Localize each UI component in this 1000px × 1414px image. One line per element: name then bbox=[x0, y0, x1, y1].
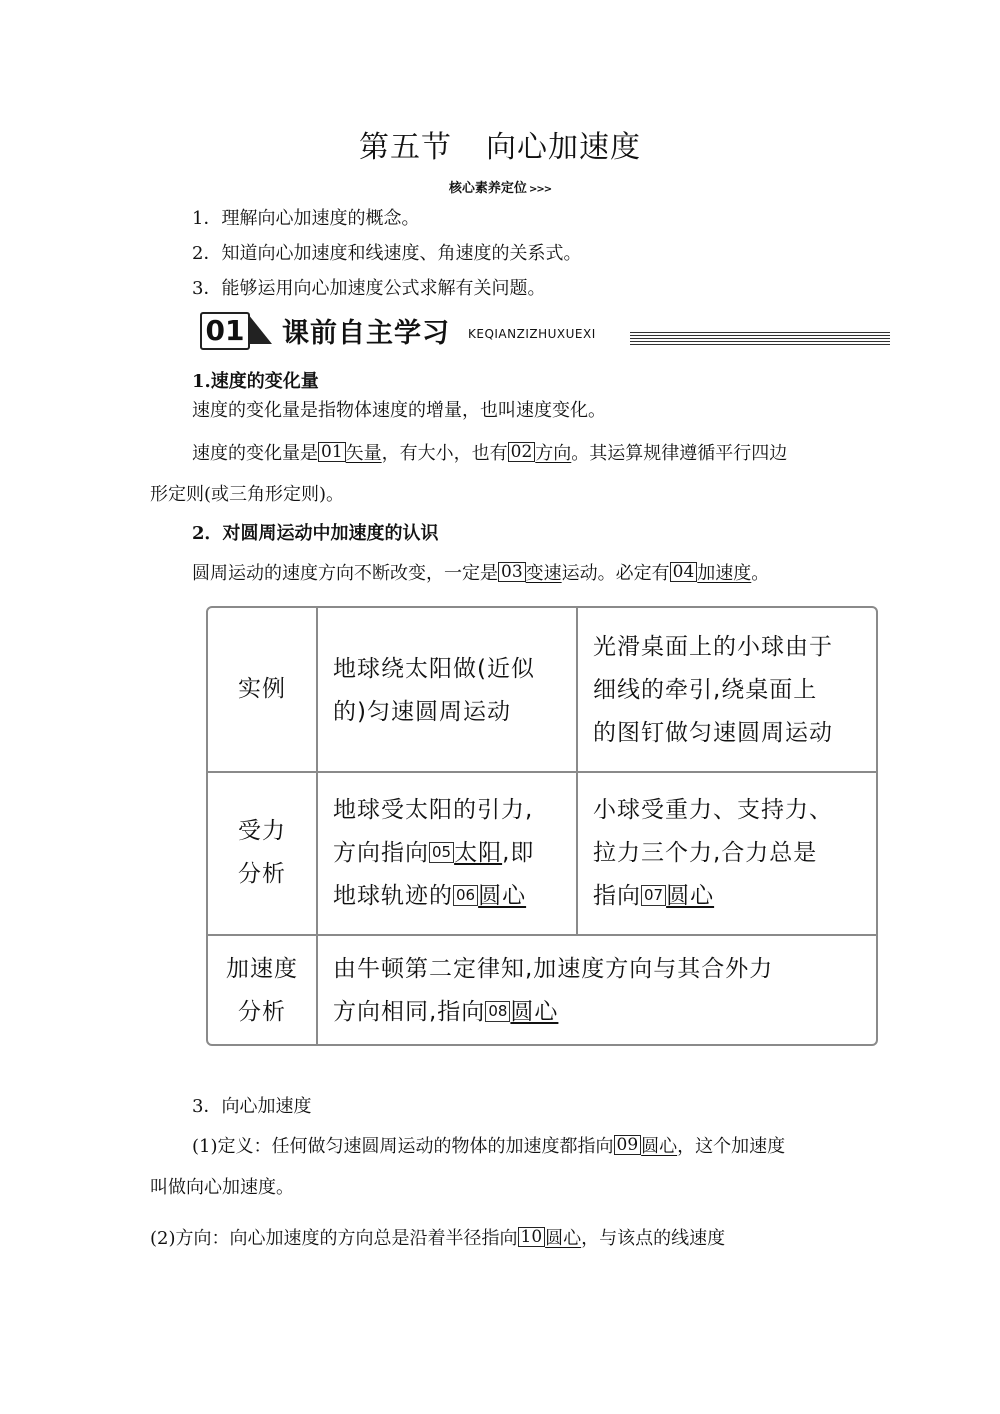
answer-blank bbox=[614, 1136, 678, 1157]
row-header-acceleration bbox=[208, 948, 316, 1034]
text-run: (2)方向：向心加速度的方向总是沿着半径指向 bbox=[150, 1228, 518, 1249]
answer-text: 太阳 bbox=[454, 840, 503, 866]
blank-number-box: 09 bbox=[614, 1135, 642, 1155]
cell-text: 实例 bbox=[238, 676, 286, 702]
paragraph bbox=[192, 562, 769, 585]
goal-item: 1．理解向心加速度的概念。 bbox=[192, 208, 420, 229]
answer-text: 方向 bbox=[535, 443, 572, 464]
cell-line bbox=[333, 832, 534, 875]
blank-number-box: 01 bbox=[318, 442, 346, 462]
blank-number-box: 02 bbox=[508, 442, 536, 462]
answer-blank bbox=[670, 563, 752, 584]
table-cell bbox=[333, 648, 535, 734]
row-header-example bbox=[208, 668, 316, 711]
cell-line: 光滑桌面上的小球由于 bbox=[593, 634, 833, 660]
paragraph bbox=[192, 1135, 785, 1158]
blank-number-box: 05 bbox=[429, 842, 454, 863]
goal-item: 3．能够运用向心加速度公式求解有关问题。 bbox=[192, 278, 546, 299]
cell-line: 细线的牵引,绕桌面上 bbox=[593, 677, 818, 703]
paragraph: 形定则(或三角形定则)。 bbox=[150, 484, 345, 505]
table-divider bbox=[208, 771, 876, 773]
section-title: 课前自主学习 bbox=[282, 318, 450, 349]
paragraph: 叫做向心加速度。 bbox=[150, 1177, 294, 1198]
table-cell bbox=[593, 626, 833, 755]
answer-text: 圆心 bbox=[666, 883, 715, 909]
answer-blank bbox=[429, 840, 502, 866]
cell-line: 分析 bbox=[238, 999, 286, 1025]
text-run: 运动。必定有 bbox=[561, 563, 670, 584]
cell-line: 小球受重力、支持力、 bbox=[593, 797, 833, 823]
text-run: 圆周运动的速度方向不断改变，一定是 bbox=[192, 563, 498, 584]
answer-text: 矢量 bbox=[345, 443, 382, 464]
cell-line: 的)匀速圆周运动 bbox=[333, 699, 511, 725]
answer-text: 圆心 bbox=[510, 999, 559, 1025]
decorative-lines bbox=[630, 332, 890, 346]
blank-number-box: 07 bbox=[641, 885, 666, 906]
heading-velocity-change bbox=[192, 367, 319, 393]
text-run: ，与该点的线速度 bbox=[581, 1228, 726, 1249]
blank-number-box: 03 bbox=[498, 562, 526, 582]
core-competency-label bbox=[0, 177, 1000, 196]
answer-blank bbox=[318, 443, 382, 464]
cell-line: 由牛顿第二定律知,加速度方向与其合外力 bbox=[333, 956, 774, 982]
answer-text: 加速度 bbox=[697, 563, 752, 584]
goal-item: 2．知道向心加速度和线速度、角速度的关系式。 bbox=[192, 243, 582, 264]
blank-number-box: 06 bbox=[453, 885, 478, 906]
heading-circular-acceleration: 2．对圆周运动中加速度的认识 bbox=[192, 523, 439, 544]
paragraph bbox=[150, 1227, 725, 1250]
text-run: 。 bbox=[751, 563, 770, 584]
text-run: (1)定义：任何做匀速圆周运动的物体的加速度都指向 bbox=[192, 1136, 614, 1157]
title-section: 第五节 bbox=[359, 130, 452, 165]
text-run: 速度的变化量是 bbox=[192, 443, 318, 464]
cell-line bbox=[333, 875, 534, 918]
answer-text: 圆心 bbox=[478, 883, 527, 909]
cell-line: 加速度 bbox=[226, 956, 298, 982]
paragraph: 速度的变化量是指物体速度的增量，也叫速度变化。 bbox=[192, 400, 606, 421]
table-cell bbox=[333, 948, 773, 1034]
heading-centripetal-acceleration: 3．向心加速度 bbox=[192, 1096, 312, 1117]
text-run: 。其运算规律遵循平行四边 bbox=[571, 443, 788, 464]
triangle-icon bbox=[248, 314, 272, 344]
core-label-text: 核心素养定位 bbox=[448, 181, 527, 196]
blank-number-box: 08 bbox=[485, 1001, 510, 1022]
blank-number-box: 04 bbox=[670, 562, 698, 582]
cell-line: 地球绕太阳做(近似 bbox=[333, 656, 535, 682]
answer-blank bbox=[518, 1228, 582, 1249]
cell-line: 的图钉做匀速圆周运动 bbox=[593, 720, 833, 746]
table-cell bbox=[593, 789, 833, 918]
text-run: ，这个加速度 bbox=[677, 1136, 786, 1157]
section-number: 01 bbox=[200, 312, 250, 350]
answer-blank bbox=[508, 443, 572, 464]
row-header-force bbox=[208, 810, 316, 896]
cell-line: 地球受太阳的引力, bbox=[333, 797, 534, 823]
text-run: 地球轨迹的 bbox=[333, 883, 453, 909]
answer-blank bbox=[498, 563, 562, 584]
cell-line: 分析 bbox=[238, 861, 286, 887]
text-run: ，有大小，也有 bbox=[381, 443, 508, 464]
triple-arrow-icon: >>> bbox=[528, 184, 552, 195]
answer-blank bbox=[641, 883, 714, 909]
blank-number-box: 10 bbox=[518, 1227, 546, 1247]
title-topic: 向心加速度 bbox=[486, 130, 641, 165]
table-divider bbox=[316, 608, 318, 1044]
answer-text: 圆心 bbox=[641, 1136, 678, 1157]
paragraph bbox=[192, 442, 787, 465]
section-subtitle: KEQIANZIZHUXUEXI bbox=[468, 327, 596, 341]
section-banner bbox=[198, 308, 890, 350]
heading-text: 1.速度的变化量 bbox=[192, 371, 319, 392]
cell-line: 拉力三个力,合力总是 bbox=[593, 840, 818, 866]
cell-line bbox=[333, 991, 773, 1034]
cell-line bbox=[593, 875, 833, 918]
answer-blank bbox=[453, 883, 526, 909]
text-run: 方向指向 bbox=[333, 840, 429, 866]
answer-text: 变速 bbox=[525, 563, 562, 584]
page-title bbox=[0, 122, 1000, 166]
text-run: 指向 bbox=[593, 883, 641, 909]
cell-line: 受力 bbox=[238, 818, 286, 844]
table-divider bbox=[208, 934, 876, 936]
text-run: 方向相同,指向 bbox=[333, 999, 486, 1025]
table-cell bbox=[333, 789, 534, 918]
answer-blank bbox=[485, 999, 558, 1025]
answer-text: 圆心 bbox=[545, 1228, 582, 1249]
comparison-table bbox=[206, 606, 878, 1046]
text-run: ,即 bbox=[502, 840, 535, 866]
